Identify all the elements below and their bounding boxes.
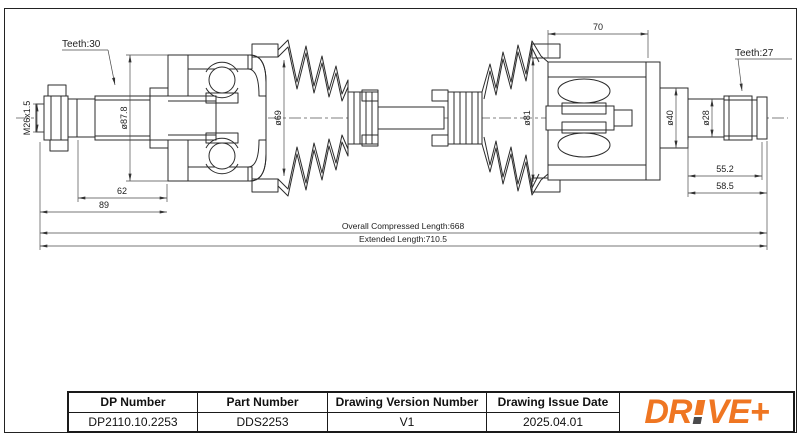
bearing-ball-top (209, 67, 235, 93)
title-block-col-issue-date (487, 393, 620, 431)
logo-text-suffix: VE+ (706, 393, 769, 431)
issue-date-header: Drawing Issue Date (487, 393, 619, 413)
drawing-version-header: Drawing Version Number (328, 393, 486, 413)
axle-nut-assembly (36, 85, 77, 151)
stub-shaft-diameter-label: ø28 (701, 110, 711, 126)
drawing-version-value: V1 (399, 414, 415, 429)
teeth-right-label: Teeth:27 (735, 48, 774, 59)
boot-right-diameter-label: ø81 (522, 110, 532, 126)
dim-58-5: 58.5 (716, 181, 734, 191)
title-block-logo-cell (620, 393, 793, 431)
dp-number-value: DP2110.10.2253 (88, 414, 178, 429)
extended-length-label: Extended Length:710.5 (359, 234, 447, 244)
inner-tripod-joint (546, 62, 660, 180)
bearing-ball-bottom (209, 143, 235, 169)
title-block-col-drawing-version (328, 393, 487, 431)
issue-date-value: 2025.04.01 (522, 414, 584, 429)
driveplus-logo (644, 395, 768, 429)
stub-ring-diameter-label: ø40 (665, 110, 675, 126)
part-number-value: DDS2253 (236, 414, 289, 429)
logo-text-prefix: DR (644, 393, 692, 431)
dim-89: 89 (98, 200, 110, 210)
dim-62: 62 (116, 186, 128, 196)
title-block (67, 391, 795, 433)
title-block-col-part-number (198, 393, 328, 431)
outer-cv-joint (150, 55, 266, 181)
dim-55-2: 55.2 (716, 164, 734, 174)
dp-number-header: DP Number (69, 393, 197, 413)
logo-exclamation-icon (692, 400, 707, 424)
tripod-roller-bottom (558, 133, 610, 157)
compressed-length-label: Overall Compressed Length:668 (341, 221, 465, 231)
axle-shaft (378, 107, 444, 129)
teeth-left-label: Teeth:30 (62, 39, 101, 50)
thread-label: M26x1.5 (22, 100, 32, 136)
outer-joint-diameter-label: ø87.8 (119, 106, 129, 130)
title-block-col-dp-number (69, 393, 198, 431)
part-number-header: Part Number (198, 393, 327, 413)
boot-left-diameter-label: ø69 (273, 110, 283, 126)
dim-70: 70 (592, 22, 604, 32)
tripod-roller-top (558, 79, 610, 103)
